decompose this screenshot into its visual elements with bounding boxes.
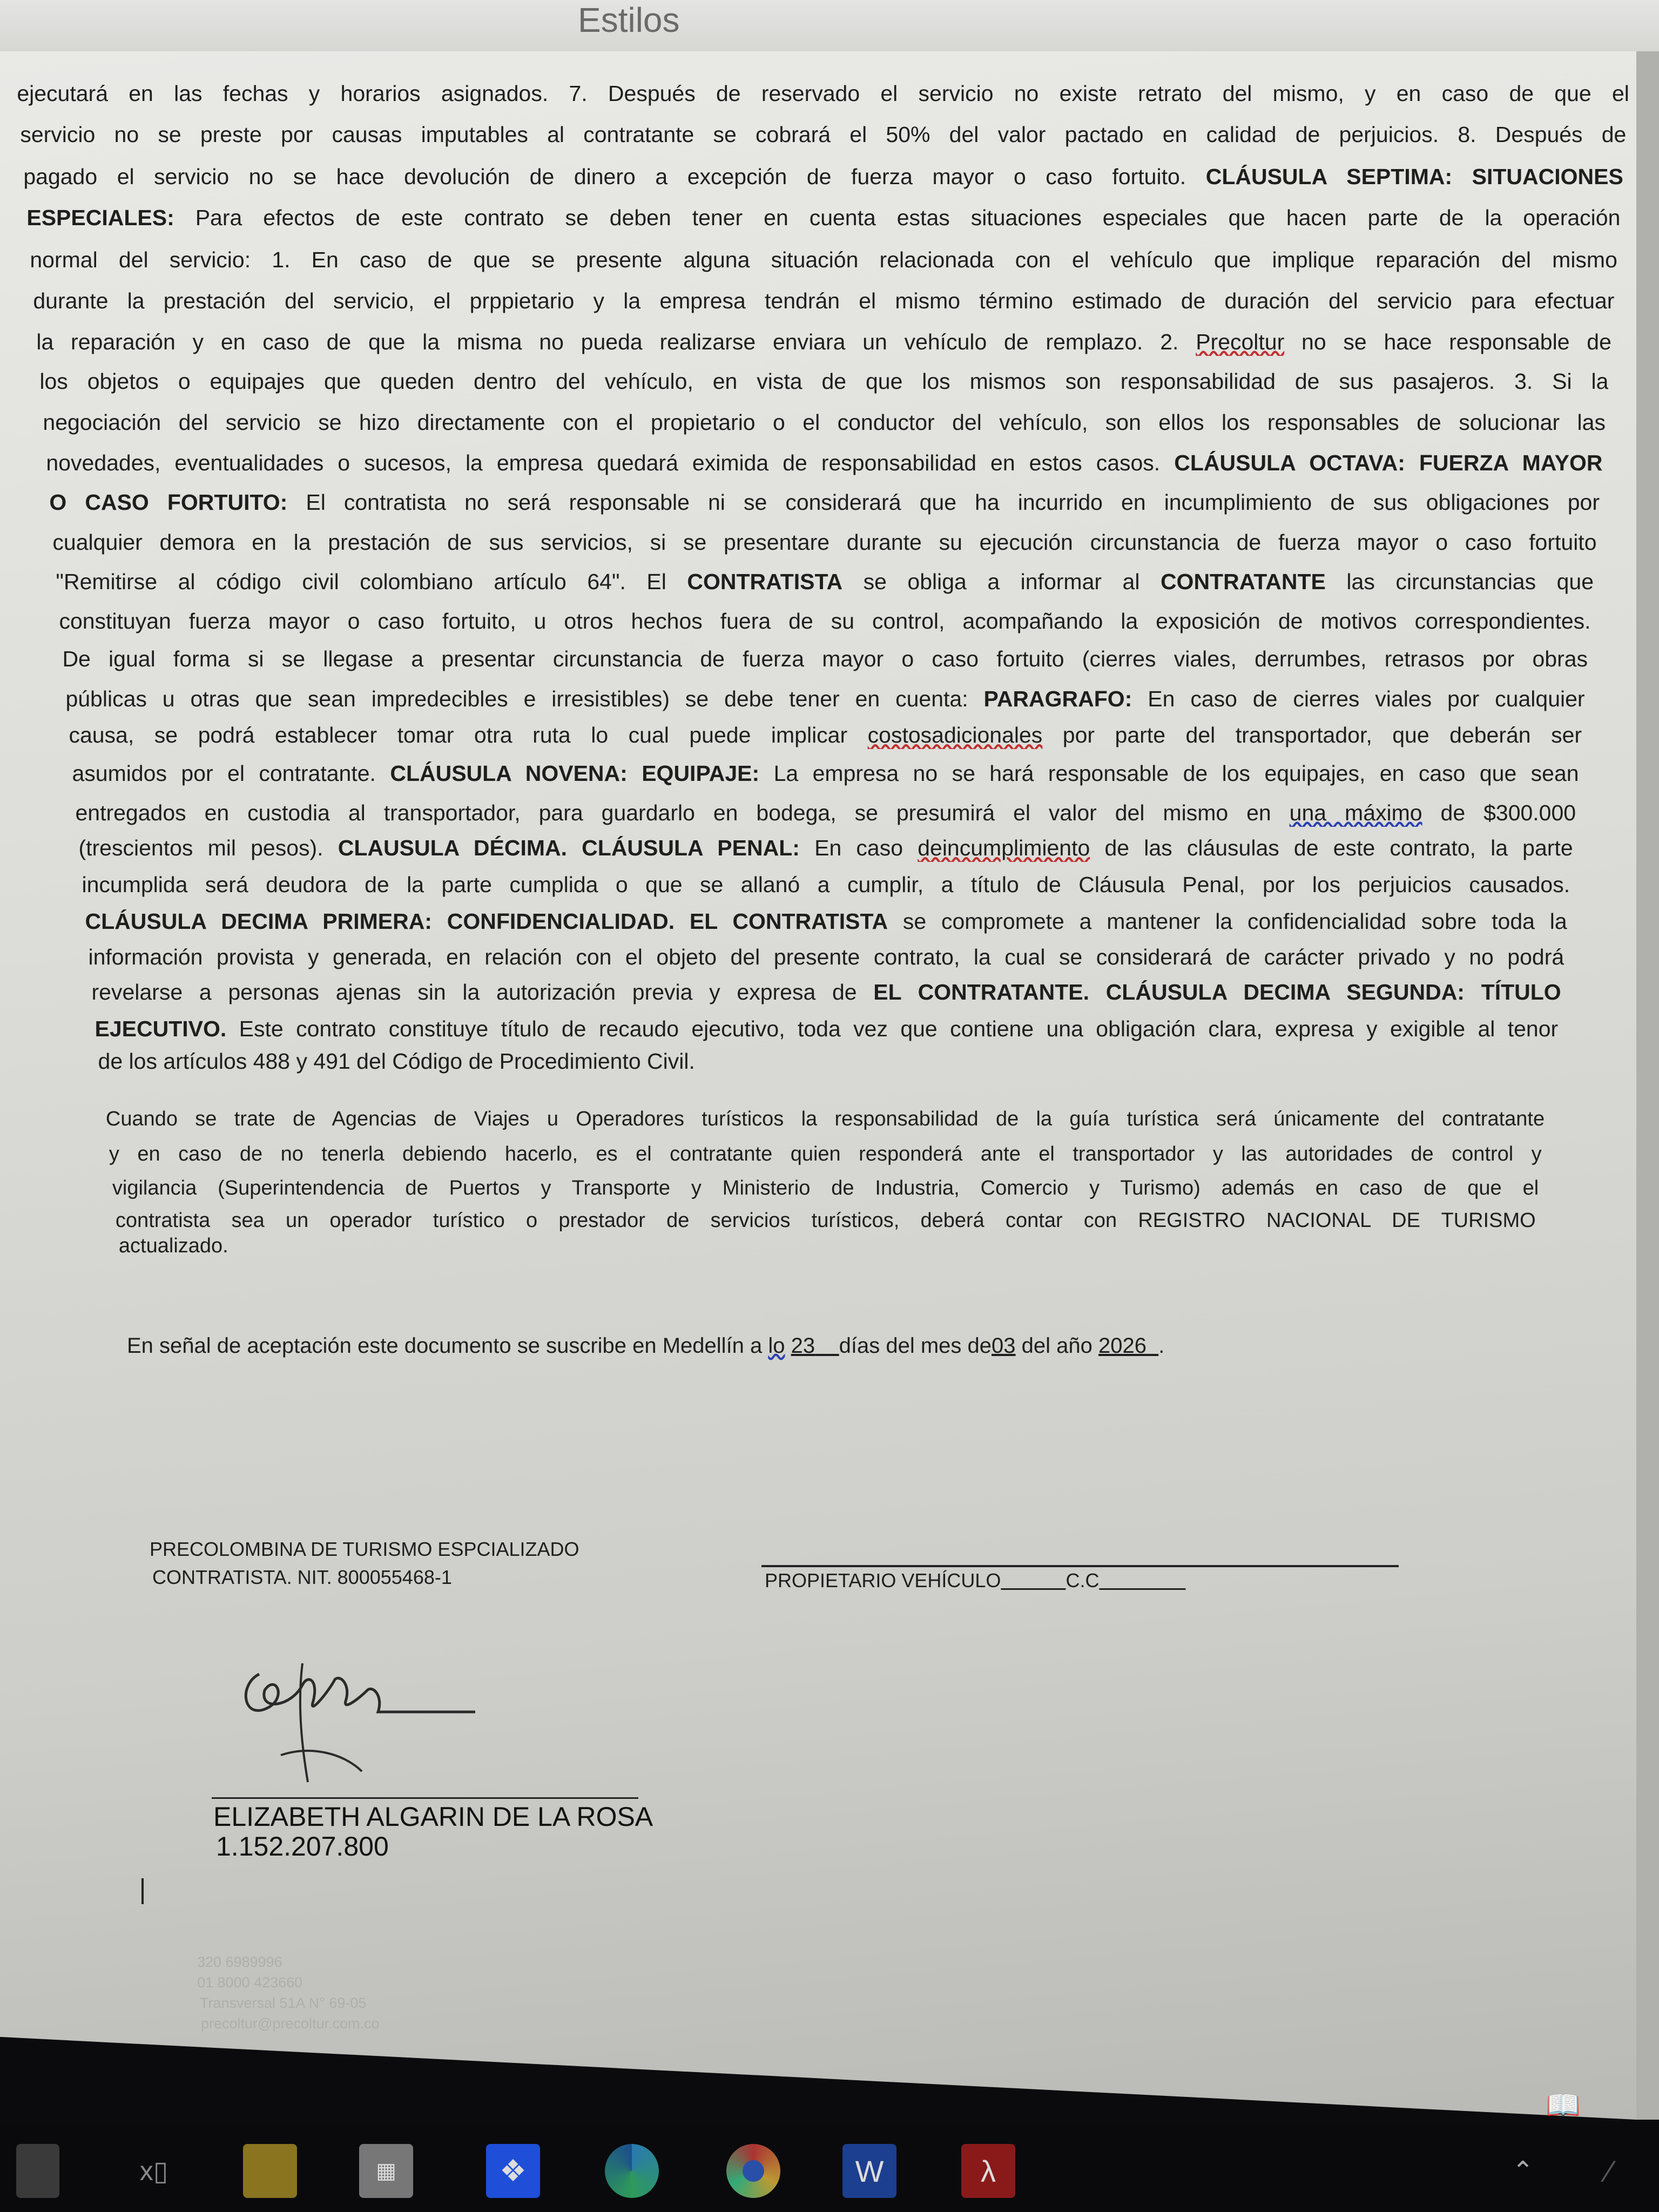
- footer-email: precoltur@precoltur.com.co: [201, 2015, 380, 2032]
- text-run: De igual forma si se llegase a presentar circunstancia de fuerza mayor o caso fortuito (cierres viales, derrumbes, retrasos por obras: [62, 646, 1588, 672]
- text-run: la reparación y en caso de que la misma no pueda realizarse enviara un vehículo de remplazo. 2.: [36, 329, 1196, 354]
- text-run: En caso de cierres viales por cualquier: [1132, 686, 1585, 711]
- text-run: de las cláusulas de este contrato, la parte: [1090, 835, 1573, 861]
- agencies-line: [106, 1105, 1545, 1133]
- chevron-up-icon[interactable]: ⌃: [1512, 2157, 1534, 2186]
- text-run: los objetos o equipajes que queden dentro del vehículo, en vista de que los mismos son responsabilidad de sus pasajeros. 3. Si la: [39, 368, 1609, 394]
- text-run: La empresa no se hará responsable de los equipajes, en caso que sean: [759, 760, 1579, 786]
- handwritten-signature: [227, 1642, 486, 1804]
- clause-line: [43, 408, 1606, 436]
- text-cursor: [141, 1878, 144, 1904]
- text-run: contratista sea un operador turístico o prestador de servicios turísticos, deberá contar con REGISTRO NACIONAL DE TURISMO: [115, 1209, 1536, 1232]
- bold-text: EL CONTRATANTE. CLÁUSULA DECIMA SEGUNDA: TÍTULO: [873, 979, 1561, 1004]
- flagged-word: una máximo: [1289, 800, 1422, 826]
- agencies-line: [116, 1206, 1536, 1235]
- bold-text: ESPECIALES:: [26, 205, 174, 230]
- owner-line: [765, 1569, 1185, 1592]
- text-run: En caso: [799, 835, 918, 861]
- clause-line: [69, 721, 1582, 749]
- text-run: de $300.000: [1422, 800, 1576, 826]
- text-run: y en caso de no tenerla debiendo hacerlo, es el contratante quien responderá ante el transportador y las autoridades de control y: [109, 1143, 1542, 1166]
- footer-phone: 320 6989996: [197, 1954, 282, 1970]
- signer-signature-line: [212, 1797, 638, 1799]
- text-run: durante la prestación del servicio, el prppietario y la empresa tendrán el mismo término estimado de duración del servicio para efectuar: [33, 288, 1615, 313]
- bold-text: CLÁUSULA SEPTIMA: SITUACIONES: [1205, 164, 1623, 190]
- clause-line: [33, 287, 1614, 315]
- clause-line: [52, 528, 1596, 556]
- file-explorer-icon[interactable]: [243, 2144, 297, 2198]
- acceptance-line: En señal de aceptación este documento se suscribe en Medellín a lo 23 días del mes de03 del año 2026 .: [127, 1334, 1165, 1358]
- acceptance-month: 03: [992, 1334, 1016, 1358]
- vertical-scrollbar[interactable]: [1636, 51, 1659, 2120]
- text-run: negociación del servicio se hizo directamente con el propietario o el conductor del vehículo, son ellos los responsables de solucionar las: [43, 409, 1606, 435]
- clause-line: [49, 488, 1600, 516]
- text-run: "Remitirse al código civil colombiano artículo 64". El: [56, 569, 687, 594]
- owner-label: PROPIETARIO VEHÍCULO: [765, 1569, 1001, 1591]
- text-run: asumidos por el contratante.: [72, 760, 390, 786]
- task-view-icon[interactable]: x▯: [139, 2156, 168, 2186]
- clause-line: [26, 204, 1620, 232]
- bold-text: PARAGRAFO:: [983, 686, 1132, 711]
- microsoft-store-icon[interactable]: ▦: [359, 2144, 413, 2198]
- ribbon-bar: [0, 0, 1659, 51]
- company-name: PRECOLOMBINA DE TURISMO ESPCIALIZADO: [150, 1538, 579, 1560]
- text-run: normal del servicio: 1. En caso de que se presente alguna situación relacionada con el vehículo que implique reparación del mismo: [30, 247, 1617, 273]
- text-run: servicio no se preste por causas imputables al contratante se cobrará el 50% del valor pactado en calidad de perjuicios. 8. Después de: [20, 122, 1627, 147]
- text-run: información provista y generada, en relación con el objeto del presente contrato, la cual se considerará de carácter privado y no podrá: [88, 944, 1564, 969]
- owner-signature-line: [761, 1565, 1399, 1567]
- clause-line: [36, 328, 1611, 356]
- text-run: vigilancia (Superintendencia de Puertos y Transporte y Ministerio de Industria, Comercio y Turismo) además en caso de que el: [112, 1176, 1539, 1199]
- text-run: El contratista no será responsable ni se considerará que ha incurrido en incumplimiento de sus obligaciones por: [287, 490, 1600, 515]
- clause-line: [65, 685, 1584, 713]
- signer-name: ELIZABETH ALGARIN DE LA ROSA: [213, 1802, 653, 1832]
- chrome-icon[interactable]: [726, 2144, 780, 2198]
- text-run: Este contrato constituye título de recaudo ejecutivo, toda vez que contiene una obligación clara, expresa y exigible al tenor: [226, 1016, 1559, 1041]
- clause-line: [56, 568, 1594, 596]
- acceptance-prefix: En señal de aceptación este documento se suscribe en Medellín a: [127, 1334, 768, 1358]
- network-icon[interactable]: ∕: [1607, 2154, 1612, 2188]
- acrobat-icon[interactable]: λ: [961, 2144, 1015, 2198]
- text-run: no se hace responsable de: [1284, 329, 1611, 354]
- acceptance-year-label: del año: [1021, 1334, 1092, 1358]
- clause-line: [78, 834, 1573, 862]
- clause-line: [30, 246, 1617, 274]
- clause-line: [89, 943, 1564, 971]
- word-icon[interactable]: [842, 2144, 896, 2198]
- text-run: cualquier demora en la prestación de sus servicios, si se presentare durante su ejecución circunstancia de fuerza mayor o caso fortuito: [52, 529, 1597, 555]
- clause-line: [23, 163, 1623, 191]
- clause-line: [95, 1015, 1559, 1043]
- cc-label: C.C: [1065, 1569, 1100, 1591]
- bold-text: CLAUSULA DÉCIMA. CLÁUSULA PENAL:: [338, 835, 800, 861]
- text-run: novedades, eventualidades o sucesos, la empresa quedará eximida de responsabilidad en estos casos.: [46, 450, 1175, 476]
- text-run: públicas u otras que sean impredecibles e irresistibles) se debe tener en cuenta:: [65, 686, 984, 711]
- bold-text: CLÁUSULA NOVENA: EQUIPAJE:: [390, 760, 760, 786]
- text-run: se compromete a mantener la confidencialidad sobre toda la: [888, 909, 1567, 934]
- clause-line: [82, 871, 1570, 899]
- clause-line: [39, 367, 1608, 395]
- clause-line: [72, 759, 1579, 787]
- acceptance-mid: días del mes de: [839, 1334, 992, 1358]
- read-mode-icon[interactable]: 📖: [1546, 2090, 1581, 2121]
- word-icon-label: W: [855, 2154, 884, 2188]
- text-run: Cuando se trate de Agencias de Viajes u Operadores turísticos la responsabilidad de la guía turística será únicamente del contratante: [105, 1107, 1545, 1130]
- bold-text: CLÁUSULA OCTAVA: FUERZA MAYOR: [1174, 450, 1603, 476]
- agencies-line: [119, 1232, 1533, 1260]
- flagged-word: costosadicionales: [867, 723, 1043, 748]
- text-run: por parte del transportador, que deberán ser: [1042, 723, 1582, 748]
- text-run: revelarse a personas ajenas sin la autorización previa y expresa de: [91, 979, 874, 1004]
- acceptance-lo: lo: [768, 1334, 785, 1358]
- agencies-line: [109, 1140, 1542, 1168]
- text-run: constituyan fuerza mayor o caso fortuito, u otros hechos fuera de su control, acompañando la exposición de motivos correspondientes.: [59, 608, 1591, 633]
- flagged-word: Precoltur: [1196, 329, 1285, 354]
- styles-button[interactable]: Estilos: [578, 1, 680, 39]
- bold-text: CONTRATANTE: [1160, 569, 1326, 594]
- agencies-line: [112, 1174, 1539, 1202]
- text-run: Para efectos de este contrato se deben tener en cuenta estas situaciones especiales que hacen parte de la operación: [174, 205, 1621, 230]
- text-run: pagado el servicio no se hace devolución de dinero a excepción de fuerza mayor o caso fortuito.: [23, 164, 1206, 190]
- start-icon[interactable]: [16, 2144, 59, 2198]
- clause-line: [92, 978, 1561, 1006]
- text-run: causa, se podrá establecer tomar otra ruta lo cual puede implicar: [69, 723, 868, 748]
- bold-text: EJECUTIVO.: [95, 1016, 227, 1041]
- clause-line: [59, 607, 1590, 635]
- text-run: de los artículos 488 y 491 del Código de Procedimiento Civil.: [98, 1048, 695, 1074]
- clause-line: [46, 449, 1602, 477]
- footer-tollfree: 01 8000 423660: [197, 1974, 303, 1991]
- edge-icon[interactable]: [605, 2144, 659, 2198]
- clause-line: [17, 79, 1629, 107]
- clause-line: [98, 1047, 1555, 1075]
- footer-address: Transversal 51A N° 69-05: [200, 1995, 367, 2011]
- bold-text: CLÁUSULA DECIMA PRIMERA: CONFIDENCIALIDAD. EL CONTRATISTA: [85, 909, 888, 934]
- flagged-word: deincumplimiento: [918, 835, 1090, 861]
- text-run: entregados en custodia al transportador, para guardarlo en bodega, se presumirá el valor del mismo en: [75, 800, 1290, 826]
- bold-text: CONTRATISTA: [687, 569, 843, 594]
- text-run: incumplida será deudora de la parte cumplida o que se allanó a cumplir, a título de Cláusula Penal, por los perjuicios causados.: [82, 872, 1570, 898]
- text-run: actualizado.: [118, 1235, 228, 1257]
- bold-text: O CASO FORTUITO:: [49, 490, 288, 515]
- dropbox-icon[interactable]: ❖: [486, 2144, 540, 2198]
- acceptance-day: 23: [791, 1334, 815, 1358]
- text-run: ejecutará en las fechas y horarios asignados. 7. Después de reservado el servicio no existe retrato del mismo, y en caso de que el: [17, 81, 1629, 106]
- text-run: (trescientos mil pesos).: [78, 835, 338, 861]
- company-nit: CONTRATISTA. NIT. 800055468-1: [152, 1566, 452, 1588]
- text-run: se obliga a informar al: [842, 569, 1161, 594]
- clause-line: [20, 120, 1626, 149]
- text-run: las circunstancias que: [1325, 569, 1594, 594]
- acceptance-year: 2026: [1098, 1334, 1147, 1358]
- clause-line: [75, 799, 1576, 827]
- signer-id: 1.152.207.800: [216, 1831, 389, 1862]
- clause-line: [62, 645, 1588, 673]
- clause-line: [85, 907, 1567, 935]
